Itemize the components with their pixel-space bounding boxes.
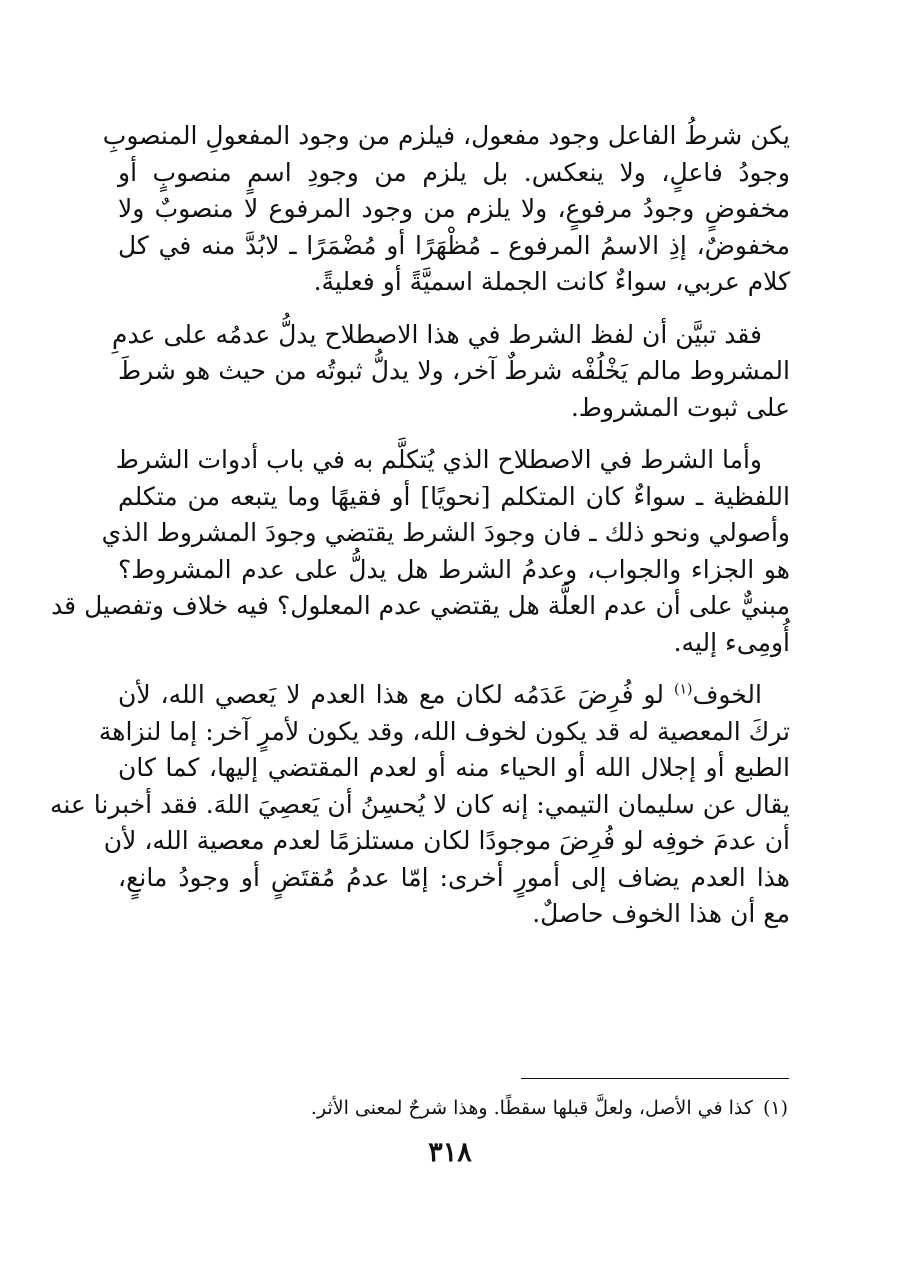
text-line: هذا العدم يضاف إلى أمورٍ أخرى: إمّا عدمُ مُقتَضٍ أو وجودُ مانعٍ، — [118, 862, 790, 892]
text-line: اللفظية ـ سواءٌ كان المتكلم [نحويًا] أو فقيهًا وما يتبعه من متكلم — [118, 481, 790, 511]
footnote — [118, 1094, 788, 1122]
text-line: مبنيٌّ على أن عدم العلَّة هل يقتضي عدم المعلول؟ فيه خلاف وتفصيل قد — [51, 591, 790, 620]
page-number: ٣١٨ — [428, 1137, 472, 1168]
paragraph-2 — [112, 317, 790, 427]
paragraph-1 — [102, 118, 790, 301]
text-line: وأما الشرط في الاصطلاح الذي يُتكلَّم به في باب أدوات الشرط — [115, 445, 762, 474]
text-line: وأصولي ونحو ذلك ـ فان وجودَ الشرط يقتضي وجودَ المشروط الذي — [101, 518, 790, 547]
footnote-text: كذا في الأصل، ولعلَّ قبلها سقطًا. وهذا شرحٌ لمعنى الأثر. — [310, 1097, 753, 1119]
footnote-number: (١) — [762, 1097, 788, 1119]
line-rest: لو فُرِضَ عَدَمُه لكان مع هذا العدم لا يَعصي الله، لأن — [118, 680, 665, 709]
text-line — [118, 677, 790, 714]
text-line: مع أن هذا الخوف حاصلٌ. — [532, 899, 790, 928]
footnote-divider — [521, 1078, 789, 1079]
text-line: هو الجزاء والجواب، وعدمُ الشرط هل يدلُّ على عدم المشروط؟ — [118, 554, 790, 584]
paragraph-3 — [51, 442, 790, 661]
text-line: الطبع أو إجلال الله أو الحياء منه أو لعدم المقتضي إليها، كما كان — [118, 753, 790, 782]
text-line: كلام عربي، سواءٌ كانت الجملة اسميَّةً أو فعليةً. — [313, 267, 790, 296]
text-line: تركَ المعصية له قد يكون لخوف الله، وقد يكون لأمرٍ آخر: إما لنزاهة — [98, 716, 790, 746]
text-line: مخفوضٌ، إذِ الاسمُ المرفوع ـ مُظْهَرًا أو مُضْمَرًا ـ لابُدَّ منه في كل — [118, 230, 790, 260]
text-line: فقد تبيَّن أن لفظ الشرط في هذا الاصطلاح يدلُّ عدمُه على عدمِ — [112, 319, 762, 349]
paragraph-4 — [49, 677, 790, 933]
text-line: يقال عن سليمان التيمي: إنه كان لا يُحسِنُ أن يَعصِيَ اللهَ. فقد أخبرنا عنه — [49, 789, 790, 819]
text-line: يكن شرطُ الفاعل وجود مفعول، فيلزم من وجود المفعولِ المنصوبِ — [102, 121, 790, 150]
line-start: الخوف — [692, 680, 762, 709]
text-line: على ثبوت المشروط. — [570, 392, 790, 422]
text-line: أن عدمَ خوفِه لو فُرِضَ موجودًا لكان مستلزمًا لعدم معصية الله، لأن — [103, 826, 790, 855]
main-text — [49, 118, 790, 949]
text-line: أُومِىء إليه. — [673, 627, 790, 657]
text-line: المشروط مالم يَخْلُفْه شرطٌ آخر، ولا يدلُّ ثبوتُه من حيث هو شرطَ — [118, 356, 790, 385]
text-line: مخفوضٍ وجودُ مرفوعٍ، ولا يلزم من وجود المرفوع لا منصوبٌ ولا — [118, 194, 790, 223]
footnote-reference[interactable]: (١) — [674, 681, 693, 698]
text-line: وجودُ فاعلٍ، ولا ينعكس. بل يلزم من وجودِ اسمٍ منصوبٍ أو — [118, 157, 790, 187]
